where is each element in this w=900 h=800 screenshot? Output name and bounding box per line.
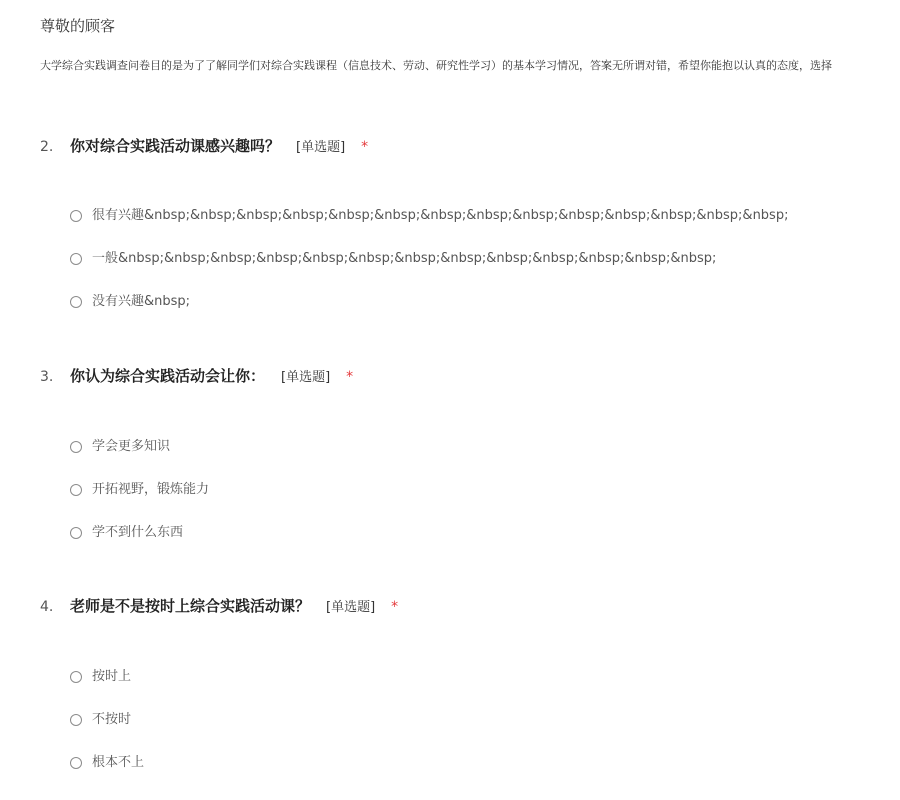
question-number: 3.: [40, 369, 54, 385]
radio-button[interactable]: [70, 296, 82, 308]
option-label: 不按时: [92, 712, 132, 727]
option-never[interactable]: [70, 753, 144, 773]
required-marker: *: [391, 599, 399, 615]
required-marker: *: [346, 369, 354, 385]
option-very-interested[interactable]: [70, 206, 788, 226]
radio-button[interactable]: [70, 253, 82, 265]
question-text: 你对综合实践活动课感兴趣吗？: [70, 137, 281, 155]
required-marker: *: [361, 139, 369, 155]
radio-button[interactable]: [70, 671, 82, 683]
option-learn-nothing[interactable]: [70, 523, 183, 543]
question-type-tag: [单选题]: [326, 600, 376, 615]
greeting-heading: 尊敬的顾客: [40, 17, 116, 35]
option-average[interactable]: [70, 249, 716, 269]
option-on-time[interactable]: [70, 667, 131, 687]
question-4: [40, 594, 900, 770]
option-label: 根本不上: [92, 755, 145, 770]
question-2: [40, 134, 900, 309]
radio-button[interactable]: [70, 527, 82, 539]
option-not-interested[interactable]: [70, 292, 190, 312]
question-type-tag: [单选题]: [296, 140, 346, 155]
option-label: 没有兴趣&nbsp;: [92, 294, 191, 309]
option-learn-more[interactable]: [70, 437, 170, 457]
question-3: [40, 364, 900, 540]
radio-button[interactable]: [70, 484, 82, 496]
radio-button[interactable]: [70, 441, 82, 453]
question-text: 老师是不是按时上综合实践活动课？: [70, 597, 311, 615]
radio-button[interactable]: [70, 714, 82, 726]
option-label: 按时上: [92, 669, 132, 684]
survey-intro-text: 大学综合实践调查问卷目的是为了了解同学们对综合实践课程（信息技术、劳动、研究性学习）的基本学习情况，答案无所谓对错，希望你能抱以认真的态度，选择: [40, 59, 832, 72]
question-title-row: [40, 594, 900, 618]
question-text: 你认为综合实践活动会让你：: [70, 367, 266, 385]
question-type-tag: [单选题]: [281, 370, 331, 385]
option-not-on-time[interactable]: [70, 710, 131, 730]
question-number: 2.: [40, 139, 54, 155]
option-label: 一般&nbsp;&nbsp;&nbsp;&nbsp;&nbsp;&nbsp;&nbsp;&nbsp;&nbsp;&nbsp;&nbsp;&nbsp;&nbsp;: [92, 251, 717, 266]
radio-button[interactable]: [70, 757, 82, 769]
option-label: 很有兴趣&nbsp;&nbsp;&nbsp;&nbsp;&nbsp;&nbsp;&nbsp;&nbsp;&nbsp;&nbsp;&nbsp;&nbsp;&nbsp;&nbsp;: [92, 208, 789, 223]
option-broaden-horizons[interactable]: [70, 480, 209, 500]
option-label: 开拓视野，锻炼能力: [92, 482, 210, 497]
radio-button[interactable]: [70, 210, 82, 222]
option-label: 学会更多知识: [92, 439, 171, 454]
question-title-row: [40, 134, 900, 158]
question-number: 4.: [40, 599, 54, 615]
question-title-row: [40, 364, 900, 388]
option-label: 学不到什么东西: [92, 525, 184, 540]
